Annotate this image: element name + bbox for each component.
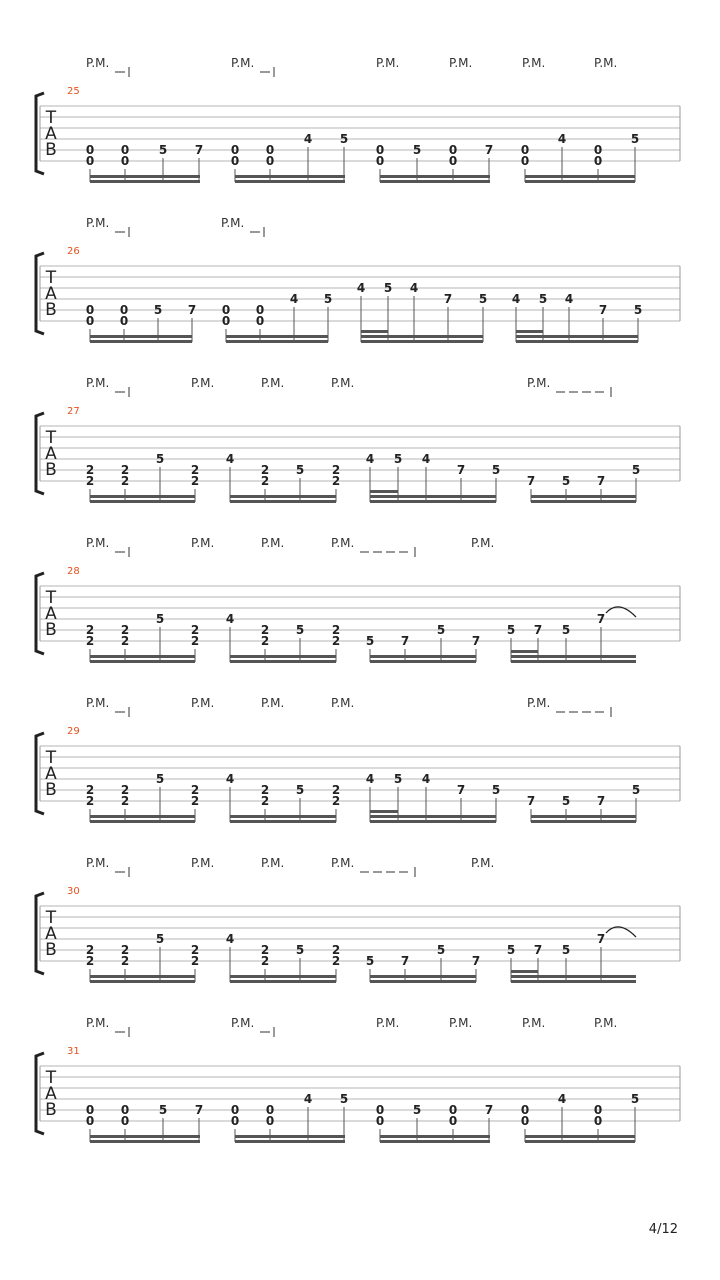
tab-clef-letter: B (45, 940, 57, 960)
measure-number: 31 (67, 1046, 80, 1057)
fret-number: 2 (85, 783, 95, 797)
fret-number: 2 (120, 634, 130, 648)
beam (90, 500, 195, 503)
beam (525, 175, 635, 178)
fret-number: 2 (120, 783, 130, 797)
palm-mute-marking: P.M. (86, 696, 110, 710)
beam (90, 660, 195, 663)
beam (525, 1140, 635, 1143)
fret-number: 2 (331, 783, 341, 797)
fret-number: 2 (120, 954, 130, 968)
fret-number: 7 (596, 474, 606, 488)
fret-number: 5 (323, 292, 333, 306)
fret-number: 2 (260, 943, 270, 957)
fret-number: 0 (255, 314, 265, 328)
fret-number: 0 (375, 143, 385, 157)
beam (230, 655, 336, 658)
fret-number: 5 (506, 943, 516, 957)
fret-number: 5 (630, 132, 640, 146)
beam (516, 335, 638, 338)
fret-number: 0 (265, 143, 275, 157)
fret-number: 5 (561, 474, 571, 488)
tab-system (36, 216, 680, 343)
palm-mute-marking: P.M. (594, 1016, 618, 1030)
fret-number: 2 (331, 954, 341, 968)
fret-number: 0 (448, 154, 458, 168)
fret-number: 7 (596, 612, 606, 626)
beam (230, 660, 336, 663)
palm-mute-marking: P.M. (261, 536, 285, 550)
palm-mute-marking: P.M. (527, 696, 551, 710)
palm-mute-marking: P.M. (331, 696, 355, 710)
fret-number: 5 (436, 943, 446, 957)
fret-number: 2 (85, 463, 95, 477)
fret-number: 5 (295, 783, 305, 797)
fret-number: 2 (190, 623, 200, 637)
palm-mute-marking: P.M. (376, 56, 400, 70)
palm-mute-marking: P.M. (261, 856, 285, 870)
fret-number: 2 (260, 623, 270, 637)
tab-clef-letter: B (45, 300, 57, 320)
beam (370, 820, 496, 823)
tab-clef-letter: B (45, 780, 57, 800)
fret-number: 5 (365, 954, 375, 968)
fret-number: 7 (596, 794, 606, 808)
beam (90, 495, 195, 498)
palm-mute-marking: P.M. (261, 376, 285, 390)
fret-number: 5 (561, 943, 571, 957)
fret-number: 7 (484, 143, 494, 157)
palm-mute-marking: P.M. (191, 696, 215, 710)
beam (525, 1135, 635, 1138)
beam (226, 335, 328, 338)
fret-number: 7 (194, 143, 204, 157)
palm-mute-marking: P.M. (471, 856, 495, 870)
fret-number: 0 (120, 1114, 130, 1128)
beam (235, 180, 345, 183)
fret-number: 2 (190, 463, 200, 477)
fret-number: 7 (598, 303, 608, 317)
fret-number: 0 (375, 1103, 385, 1117)
fret-number: 7 (400, 634, 410, 648)
fret-number: 4 (421, 772, 431, 786)
beam (511, 980, 636, 983)
fret-number: 0 (119, 303, 129, 317)
fret-number: 0 (230, 1114, 240, 1128)
fret-number: 2 (260, 474, 270, 488)
fret-number: 5 (393, 452, 403, 466)
fret-number: 0 (593, 143, 603, 157)
beam (90, 335, 192, 338)
fret-number: 2 (85, 954, 95, 968)
fret-number: 2 (85, 623, 95, 637)
fret-number: 2 (120, 623, 130, 637)
fret-number: 2 (260, 463, 270, 477)
beam (380, 1140, 490, 1143)
beam-sixteenth (370, 810, 398, 813)
fret-number: 7 (400, 954, 410, 968)
measure-number: 28 (67, 566, 80, 577)
fret-number: 0 (85, 143, 95, 157)
beam-sixteenth (511, 970, 538, 973)
fret-number: 4 (356, 281, 366, 295)
beam (90, 815, 195, 818)
palm-mute-marking: P.M. (594, 56, 618, 70)
fret-number: 0 (85, 1103, 95, 1117)
fret-number: 4 (225, 772, 235, 786)
palm-mute-marking: P.M. (86, 56, 110, 70)
beam (370, 660, 476, 663)
palm-mute-marking: P.M. (221, 216, 245, 230)
fret-number: 7 (187, 303, 197, 317)
fret-number: 0 (520, 1114, 530, 1128)
beam-sixteenth (516, 330, 543, 333)
fret-number: 0 (230, 1103, 240, 1117)
beam (90, 980, 195, 983)
tab-clef-letter: B (45, 140, 57, 160)
fret-number: 2 (85, 474, 95, 488)
fret-number: 5 (630, 1092, 640, 1106)
tab-clef-letter: B (45, 620, 57, 640)
fret-number: 5 (339, 132, 349, 146)
fret-number: 5 (561, 623, 571, 637)
fret-number: 5 (412, 143, 422, 157)
fret-number: 0 (85, 154, 95, 168)
beam (90, 820, 195, 823)
fret-number: 5 (631, 463, 641, 477)
fret-number: 5 (158, 143, 168, 157)
tab-clef-letter: A (45, 444, 57, 464)
fret-number: 0 (230, 143, 240, 157)
fret-number: 5 (436, 623, 446, 637)
beam (525, 180, 635, 183)
fret-number: 5 (365, 634, 375, 648)
fret-number: 4 (225, 452, 235, 466)
fret-number: 4 (511, 292, 521, 306)
tab-clef-letter: T (45, 108, 57, 128)
fret-number: 5 (339, 1092, 349, 1106)
fret-number: 7 (456, 783, 466, 797)
fret-number: 2 (331, 943, 341, 957)
tab-system (36, 696, 680, 823)
fret-number: 7 (533, 623, 543, 637)
fret-number: 0 (120, 143, 130, 157)
tab-clef-letter: T (45, 1068, 57, 1088)
beam (516, 340, 638, 343)
tab-clef-letter: A (45, 604, 57, 624)
tab-clef-letter: T (45, 908, 57, 928)
palm-mute-marking: P.M. (527, 376, 551, 390)
beam-sixteenth (370, 490, 398, 493)
fret-number: 4 (421, 452, 431, 466)
fret-number: 2 (190, 794, 200, 808)
palm-mute-marking: P.M. (522, 56, 546, 70)
beam (235, 1135, 345, 1138)
palm-mute-marking: P.M. (331, 856, 355, 870)
palm-mute-marking: P.M. (86, 216, 110, 230)
tab-clef-letter: T (45, 588, 57, 608)
fret-number: 2 (331, 463, 341, 477)
fret-number: 2 (190, 943, 200, 957)
beam (90, 175, 200, 178)
beam (531, 820, 636, 823)
beam (90, 975, 195, 978)
fret-number: 4 (303, 132, 313, 146)
fret-number: 0 (520, 143, 530, 157)
fret-number: 5 (412, 1103, 422, 1117)
fret-number: 0 (375, 154, 385, 168)
beam-sixteenth (361, 330, 388, 333)
palm-mute-marking: P.M. (86, 376, 110, 390)
palm-mute-marking: P.M. (86, 536, 110, 550)
fret-number: 0 (593, 154, 603, 168)
beam (370, 500, 496, 503)
fret-number: 0 (265, 1114, 275, 1128)
beam (230, 980, 336, 983)
tab-system (36, 536, 680, 663)
fret-number: 0 (265, 1103, 275, 1117)
fret-number: 0 (221, 303, 231, 317)
fret-number: 4 (409, 281, 419, 295)
fret-number: 5 (155, 932, 165, 946)
beam (370, 980, 476, 983)
tab-clef-letter: T (45, 428, 57, 448)
measure-number: 25 (67, 86, 80, 97)
beam (370, 815, 496, 818)
fret-number: 4 (564, 292, 574, 306)
beam-sixteenth (511, 650, 538, 653)
beam (230, 495, 336, 498)
palm-mute-marking: P.M. (86, 1016, 110, 1030)
fret-number: 7 (443, 292, 453, 306)
beam (90, 655, 195, 658)
page-number: 4/12 (648, 1222, 678, 1237)
fret-number: 5 (383, 281, 393, 295)
fret-number: 2 (331, 623, 341, 637)
fret-number: 5 (295, 463, 305, 477)
beam (380, 175, 490, 178)
fret-number: 2 (331, 794, 341, 808)
measure-number: 30 (67, 886, 80, 897)
fret-number: 2 (85, 794, 95, 808)
palm-mute-marking: P.M. (231, 56, 255, 70)
beam (511, 660, 636, 663)
fret-number: 0 (230, 154, 240, 168)
beam (90, 340, 192, 343)
beam (230, 820, 336, 823)
fret-number: 2 (260, 794, 270, 808)
fret-number: 0 (448, 1103, 458, 1117)
beam (361, 335, 483, 338)
fret-number: 0 (593, 1103, 603, 1117)
fret-number: 5 (633, 303, 643, 317)
beam (90, 180, 200, 183)
measure-number: 27 (67, 406, 80, 417)
fret-number: 7 (484, 1103, 494, 1117)
fret-number: 4 (289, 292, 299, 306)
fret-number: 5 (491, 463, 501, 477)
fret-number: 2 (260, 954, 270, 968)
fret-number: 2 (85, 634, 95, 648)
tab-system (36, 376, 680, 503)
beam (230, 500, 336, 503)
fret-number: 2 (260, 783, 270, 797)
fret-number: 5 (295, 623, 305, 637)
fret-number: 7 (526, 474, 536, 488)
fret-number: 0 (375, 1114, 385, 1128)
palm-mute-marking: P.M. (86, 856, 110, 870)
fret-number: 7 (194, 1103, 204, 1117)
fret-number: 2 (85, 943, 95, 957)
fret-number: 2 (120, 794, 130, 808)
tab-clef-letter: A (45, 764, 57, 784)
beam (230, 815, 336, 818)
fret-number: 7 (526, 794, 536, 808)
tab-system (36, 1016, 680, 1143)
beam (370, 495, 496, 498)
fret-number: 7 (596, 932, 606, 946)
beam (235, 1140, 345, 1143)
fret-number: 4 (557, 1092, 567, 1106)
beam (370, 655, 476, 658)
fret-number: 2 (190, 634, 200, 648)
fret-number: 2 (120, 463, 130, 477)
fret-number: 0 (120, 1103, 130, 1117)
palm-mute-marking: P.M. (191, 856, 215, 870)
measure-number: 29 (67, 726, 80, 737)
palm-mute-marking: P.M. (231, 1016, 255, 1030)
fret-number: 5 (506, 623, 516, 637)
fret-number: 5 (295, 943, 305, 957)
fret-number: 0 (85, 314, 95, 328)
fret-number: 4 (365, 452, 375, 466)
fret-number: 0 (520, 154, 530, 168)
tab-clef-letter: B (45, 460, 57, 480)
fret-number: 0 (85, 1114, 95, 1128)
palm-mute-marking: P.M. (261, 696, 285, 710)
fret-number: 0 (265, 154, 275, 168)
fret-number: 5 (491, 783, 501, 797)
fret-number: 2 (260, 634, 270, 648)
beam (370, 975, 476, 978)
fret-number: 0 (448, 1114, 458, 1128)
tab-clef-letter: A (45, 1084, 57, 1104)
beam (380, 180, 490, 183)
beam (230, 975, 336, 978)
tab-clef-letter: T (45, 268, 57, 288)
tab-clef-letter: B (45, 1100, 57, 1120)
tab-clef-letter: A (45, 284, 57, 304)
beam (511, 655, 636, 658)
fret-number: 5 (155, 772, 165, 786)
fret-number: 2 (120, 943, 130, 957)
fret-number: 0 (520, 1103, 530, 1117)
fret-number: 0 (119, 314, 129, 328)
tab-system (36, 856, 680, 983)
fret-number: 0 (255, 303, 265, 317)
fret-number: 5 (155, 612, 165, 626)
fret-number: 2 (331, 634, 341, 648)
fret-number: 2 (120, 474, 130, 488)
fret-number: 5 (155, 452, 165, 466)
fret-number: 0 (593, 1114, 603, 1128)
beam (531, 495, 636, 498)
fret-number: 0 (448, 143, 458, 157)
fret-number: 5 (393, 772, 403, 786)
beam (380, 1135, 490, 1138)
palm-mute-marking: P.M. (191, 536, 215, 550)
palm-mute-marking: P.M. (449, 1016, 473, 1030)
fret-number: 2 (190, 474, 200, 488)
fret-number: 4 (557, 132, 567, 146)
measure-number: 26 (67, 246, 80, 257)
palm-mute-marking: P.M. (331, 536, 355, 550)
fret-number: 0 (85, 303, 95, 317)
palm-mute-marking: P.M. (331, 376, 355, 390)
fret-number: 4 (365, 772, 375, 786)
beam (90, 1140, 200, 1143)
fret-number: 0 (120, 154, 130, 168)
fret-number: 7 (471, 634, 481, 648)
fret-number: 0 (221, 314, 231, 328)
tab-clef-letter: A (45, 924, 57, 944)
beam (235, 175, 345, 178)
palm-mute-marking: P.M. (449, 56, 473, 70)
beam (90, 1135, 200, 1138)
beam (531, 815, 636, 818)
palm-mute-marking: P.M. (191, 376, 215, 390)
beam (511, 975, 636, 978)
tab-clef-letter: T (45, 748, 57, 768)
fret-number: 2 (190, 954, 200, 968)
tab-clef-letter: A (45, 124, 57, 144)
fret-number: 7 (533, 943, 543, 957)
fret-number: 4 (225, 612, 235, 626)
fret-number: 4 (225, 932, 235, 946)
beam (531, 500, 636, 503)
fret-number: 5 (478, 292, 488, 306)
fret-number: 5 (561, 794, 571, 808)
fret-number: 2 (190, 783, 200, 797)
palm-mute-marking: P.M. (376, 1016, 400, 1030)
palm-mute-marking: P.M. (471, 536, 495, 550)
beam (226, 340, 328, 343)
fret-number: 7 (456, 463, 466, 477)
fret-number: 5 (538, 292, 548, 306)
fret-number: 5 (153, 303, 163, 317)
fret-number: 4 (303, 1092, 313, 1106)
palm-mute-marking: P.M. (522, 1016, 546, 1030)
tab-system (36, 56, 680, 183)
fret-number: 5 (158, 1103, 168, 1117)
beam (361, 340, 483, 343)
fret-number: 2 (331, 474, 341, 488)
fret-number: 5 (631, 783, 641, 797)
fret-number: 7 (471, 954, 481, 968)
